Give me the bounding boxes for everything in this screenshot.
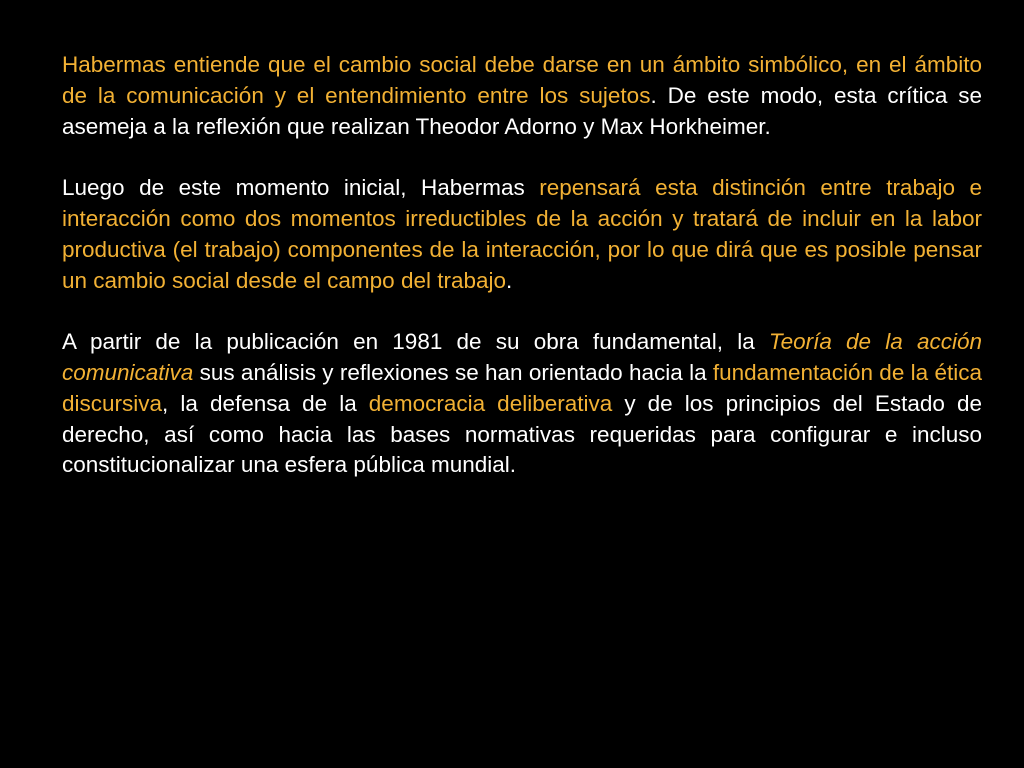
paragraph-trabajo-interaccion [62, 173, 982, 296]
paragraph-accion-comunicativa [62, 327, 982, 481]
text-segment: . [506, 267, 513, 293]
text-segment: . De este modo, esta crítica se asemeja a la reflexión que realizan Theodor Adorno y Max Horkheimer. [62, 82, 982, 139]
text-segment: A partir de la publicación en 1981 de su obra fundamental, la [62, 329, 769, 355]
text-segment: fundamentación de la ética discursiva [62, 359, 982, 416]
text-segment: Luego de este momento inicial, Habermas [62, 175, 540, 201]
paragraph-habermas-cambio-social [62, 50, 982, 142]
text-segment: sus análisis y reflexiones se han orientado hacia la [193, 359, 713, 385]
text-segment: , la defensa de la [162, 390, 369, 416]
text-segment: Habermas entiende que el cambio social debe darse en un ámbito simbólico, en el ámbito de la comunicación y el entendimiento entre los sujetos [62, 52, 982, 108]
slide-text-body [62, 50, 982, 512]
text-segment: repensará esta distinción entre trabajo e interacción como dos momentos irreductibles de la acción y tratará de incluir en la labor productiva (el trabajo) componentes de la interacción, por lo que dirá que es posible pensar un cambio social desde el campo del trabajo [62, 175, 983, 293]
text-segment: y de los principios del Estado de derecho, así como hacia las bases normativas requeridas para configurar e incluso constitucionalizar una esfera pública mundial. [62, 390, 982, 478]
text-segment: democracia deliberativa [368, 390, 613, 416]
book-title-text: Teoría de la acción comunicativa [62, 329, 982, 385]
